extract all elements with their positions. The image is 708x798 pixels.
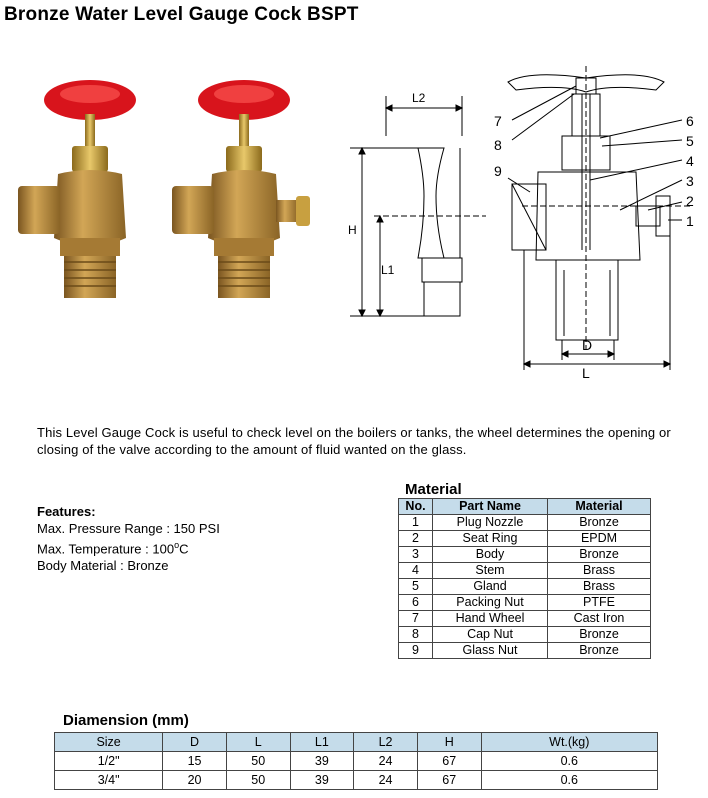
table-row: 3/4" 20 50 39 24 67 0.6 <box>55 771 658 790</box>
features-block <box>37 504 220 574</box>
material-title: Material <box>405 481 462 498</box>
material-header-material: Material <box>548 499 651 515</box>
dim-header-h: H <box>417 733 481 752</box>
gauge-cock-photo-front <box>10 78 160 310</box>
l2-label: L2 <box>412 91 426 105</box>
table-row: 4 Stem Brass <box>399 563 651 579</box>
side-view-drawing <box>340 86 490 326</box>
feature-temperature <box>37 537 220 558</box>
table-row: 1 Plug Nozzle Bronze <box>399 515 651 531</box>
part-3: 3 <box>686 173 694 189</box>
product-description: This Level Gauge Cock is useful to check level on the boilers or tanks, the wheel determines the opening or closing of the valve according to the amount of fluid wanted on the glass. <box>37 425 671 457</box>
temp-value: Max. Temperature : 100 <box>37 541 175 557</box>
dim-header-l2: L2 <box>354 733 418 752</box>
table-row: 1/2" 15 50 39 24 67 0.6 <box>55 752 658 771</box>
table-row: 7 Hand Wheel Cast Iron <box>399 611 651 627</box>
dim-header-d: D <box>163 733 227 752</box>
dim-header-l: L <box>226 733 290 752</box>
dim-header-size: Size <box>55 733 163 752</box>
part-4: 4 <box>686 153 694 169</box>
part-9: 9 <box>494 163 502 179</box>
part-5: 5 <box>686 133 694 149</box>
l-label: L <box>582 365 590 380</box>
feature-body-material: Body Material : Bronze <box>37 557 169 573</box>
dimension-title: Diamension (mm) <box>63 712 189 729</box>
l1-label: L1 <box>381 263 395 277</box>
part-2: 2 <box>686 193 694 209</box>
features-title: Features: <box>37 504 96 519</box>
d-label: D <box>582 337 593 353</box>
page-title: Bronze Water Level Gauge Cock BSPT <box>4 4 359 25</box>
part-1: 1 <box>686 213 694 229</box>
table-row: 3 Body Bronze <box>399 547 651 563</box>
part-7: 7 <box>494 113 502 129</box>
dimension-table <box>54 732 658 790</box>
table-row: 8 Cap Nut Bronze <box>399 627 651 643</box>
part-8: 8 <box>494 137 502 153</box>
dim-header-wt: Wt.(kg) <box>481 733 657 752</box>
degree-mark: o <box>174 540 180 550</box>
table-row: 9 Glass Nut Bronze <box>399 643 651 659</box>
material-header-no: No. <box>399 499 433 515</box>
temp-unit: C <box>179 541 189 557</box>
table-row: 6 Packing Nut PTFE <box>399 595 651 611</box>
part-6: 6 <box>686 113 694 129</box>
material-header-part: Part Name <box>433 499 548 515</box>
section-view-drawing <box>490 60 706 380</box>
table-row: 5 Gland Brass <box>399 579 651 595</box>
dim-header-l1: L1 <box>290 733 354 752</box>
h-label: H <box>348 223 357 237</box>
table-row: 2 Seat Ring EPDM <box>399 531 651 547</box>
gauge-cock-photo-side <box>166 78 326 310</box>
feature-pressure: Max. Pressure Range : 150 PSI <box>37 520 220 536</box>
material-table <box>398 498 651 659</box>
